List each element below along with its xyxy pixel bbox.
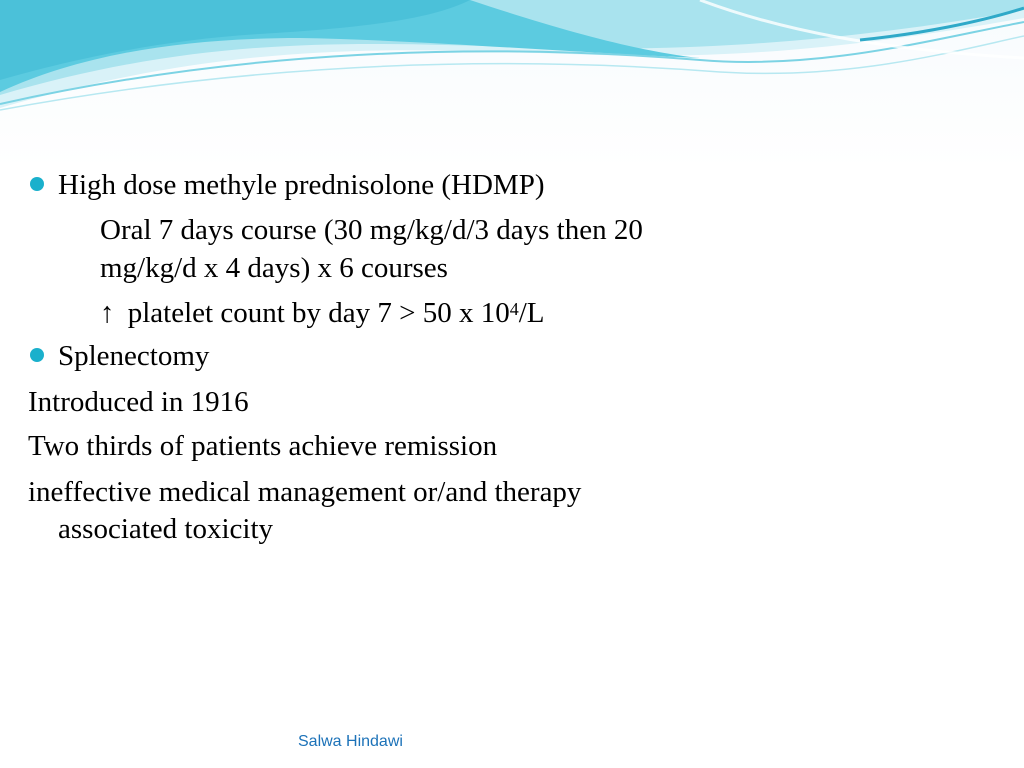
bullet-hdmp (58, 166, 545, 204)
platelet-unit: /L (518, 297, 545, 329)
ineffective-line-1 (28, 473, 581, 511)
oral-course-line-2 (100, 249, 448, 287)
bullet-icon (30, 348, 44, 362)
footer-author: Salwa Hindawi (298, 733, 403, 750)
bullet-icon (30, 177, 44, 191)
oral-course-text-2: mg/kg/d x 4 days) x 6 courses (100, 252, 448, 284)
remission-line (28, 427, 497, 465)
bullet-hdmp-text: High dose methyle prednisolone (HDMP) (58, 169, 545, 201)
ineffective-text-2: associated toxicity (58, 513, 274, 545)
ineffective-line-2 (58, 510, 273, 548)
platelet-count-text: platelet count by day 7 > 50 x 10 (120, 297, 510, 329)
introduced-text: Introduced in 1916 (28, 386, 249, 418)
oral-course-text-1: Oral 7 days course (30 mg/kg/d/3 days then 20 (100, 214, 643, 246)
platelet-exponent: 4 (509, 299, 519, 319)
bullet-splenectomy-text: Splenectomy (58, 340, 210, 372)
remission-text: Two thirds of patients achieve remission (28, 430, 498, 462)
ineffective-text-1: ineffective medical management or/and therapy (28, 476, 582, 508)
introduced-line (28, 383, 249, 421)
oral-course-line-1 (100, 211, 643, 249)
up-arrow-icon: ↑ (100, 297, 115, 329)
platelet-count-line (100, 294, 545, 332)
bullet-splenectomy (58, 337, 209, 375)
